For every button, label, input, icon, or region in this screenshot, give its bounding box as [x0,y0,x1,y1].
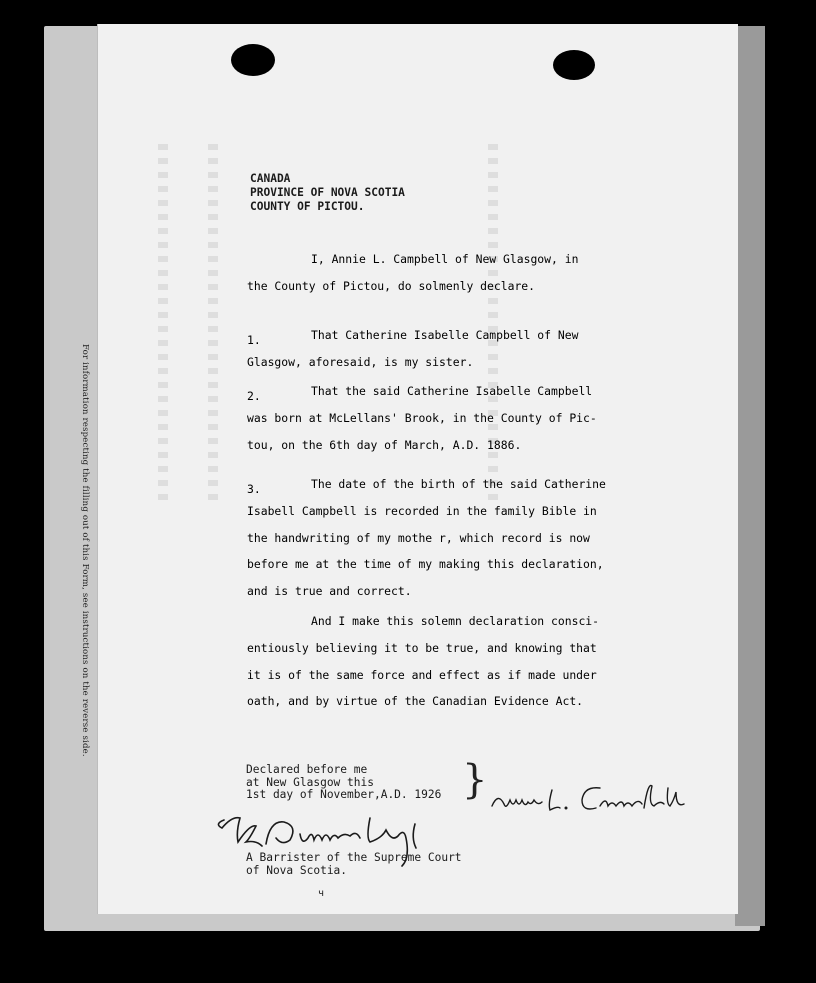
closing-line: it is of the same force and effect as if made under [247,667,597,682]
declared-before-block [246,764,441,802]
closing-paragraph [247,608,642,715]
header-country: CANADA [250,172,291,185]
intro-paragraph [247,246,642,300]
punch-hole-right [553,50,595,80]
item-line: That Catherine Isabelle Campbell of New [311,328,579,342]
item-line: the handwriting of my mothe r, which record is now [247,530,590,545]
page-edge-strip [735,26,765,926]
item-number: 3. [247,482,261,496]
item-line: Isabell Campbell is recorded in the family Bible in [247,503,597,518]
declared-line: Declared before me [246,763,368,776]
punch-hole-left [231,44,275,76]
item-line: The date of the birth of the said Catherine [311,477,606,491]
item-3-paragraph [247,471,642,605]
item-2-paragraph [247,378,642,458]
side-instruction-note: For information respecting the filling out of this Form, see instructions on the reverse side. [80,344,90,757]
jurisdiction-header [250,172,405,214]
barrister-line: of Nova Scotia. [246,863,348,877]
item-line: before me at the time of my making this declaration, [247,557,604,572]
bleed-through [208,144,218,504]
item-number: 1. [247,333,261,347]
header-county: COUNTY OF PICTOU. [250,200,365,213]
barrister-line: A Barrister of the Supreme Court [246,851,462,864]
declared-line: at New Glasgow this [246,775,374,789]
bleed-through [158,144,168,504]
item-line: was born at McLellans' Brook, in the County of Pic- [247,410,597,425]
declarant-signature [488,778,723,824]
intro-line: the County of Pictou, do solmenly declare. [247,278,536,293]
closing-line: oath, and by virtue of the Canadian Evidence Act. [247,694,584,709]
declared-line: 1st day of November,A.D. 1926 [246,788,442,801]
item-line: and is true and correct. [247,584,412,599]
brace-mark: } [462,757,488,803]
header-province: PROVINCE OF NOVA SCOTIA [250,186,405,199]
item-line: Glasgow, aforesaid, is my sister. [247,354,474,369]
item-line: That the said Catherine Isabelle Campbell [311,384,593,398]
item-1-paragraph [247,322,642,376]
intro-line: I, Annie L. Campbell of New Glasgow, in [311,252,579,266]
item-number: 2. [247,389,261,403]
barrister-block [246,852,462,877]
margin-mark: ч [318,888,325,899]
item-line: tou, on the 6th day of March, A.D. 1886. [247,437,522,452]
closing-line: And I make this solemn declaration consci- [311,614,600,628]
closing-line: entiously believing it to be true, and knowing that [247,640,597,655]
